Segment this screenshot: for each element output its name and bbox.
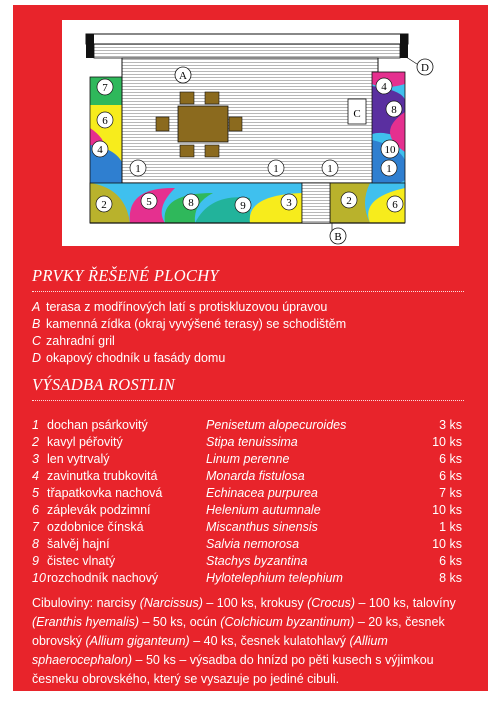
bulbs-text: – 20 ks, česnek obrovský [32,615,445,648]
plant-label-1-c [322,160,338,176]
plant-czech-name: ozdobnice čínská [47,520,144,534]
drip-path [94,44,400,58]
plant-row [32,485,462,502]
plant-number: 9 [32,554,39,568]
svg-text:2: 2 [101,199,107,211]
divider [32,291,464,292]
plant-label-7 [97,79,113,95]
plant-number: 7 [32,520,39,534]
plant-label-4-left [92,141,108,157]
svg-text:A: A [179,70,187,82]
plant-czech-name: čistec vlnatý [47,554,116,568]
bulbs-text: – 50 ks, ocún [138,615,221,629]
plant-quantity: 8 ks [439,571,462,585]
plant-quantity: 6 ks [439,469,462,483]
bulbs-text: Cibuloviny: narcisy [32,596,140,610]
svg-text:10: 10 [384,144,396,156]
garden-plan [62,20,459,246]
legend-item-d [32,350,225,367]
plant-number: 5 [32,486,39,500]
bulbs-latin: (Allium giganteum) [85,634,190,648]
plant-label-4-right [376,78,392,94]
plant-label-3 [281,194,297,210]
plant-label-1-a [130,160,146,176]
section-title-planting: VÝSADBA ROSTLIN [32,375,176,394]
legend-text: terasa z modřínových latí s protiskluzovou úpravou [46,300,328,314]
plant-quantity: 10 ks [432,435,462,449]
bulbs-latin: (Allium sphaerocephalon) [32,634,388,667]
plant-number: 3 [32,452,39,466]
bulbs-latin: (Eranthis hyemalis) [32,615,139,629]
bulbs-text: – 100 ks, krokusy [202,596,308,610]
plant-czech-name: šalvěj hajní [47,537,110,551]
plant-czech-name: dochan psárkovitý [47,418,148,432]
plant-latin-name: Salvia nemorosa [206,537,300,551]
legend-key: A [32,300,41,314]
plant-label-10 [381,140,399,158]
plant-label-1-d [381,160,397,176]
leader-line-d [400,53,420,66]
plant-label-5 [141,193,157,209]
bulbs-text: – 40 ks, česnek kulatohlavý [189,634,350,648]
legend-item-b [32,316,346,333]
svg-text:B: B [334,231,342,243]
marker-b [330,228,346,244]
marker-d [417,59,433,75]
plant-label-9 [235,197,251,213]
svg-text:4: 4 [381,81,387,93]
svg-text:1: 1 [327,163,333,175]
plant-quantity: 1 ks [439,520,462,534]
plant-number: 2 [32,435,39,449]
svg-text:6: 6 [102,115,108,127]
plant-row [32,553,462,570]
plant-czech-name: kavyl péřovitý [47,435,123,449]
plant-number: 6 [32,503,39,517]
bulbs-latin: (Colchicum byzantinum) [220,615,355,629]
plant-czech-name: záplevák podzimní [47,503,151,517]
plant-row [32,434,462,451]
section-title-elements: PRVKY ŘEŠENÉ PLOCHY [32,266,219,285]
marker-a [175,67,191,83]
legend-key: C [32,334,42,348]
plant-quantity: 10 ks [432,503,462,517]
svg-text:3: 3 [286,197,292,209]
plant-quantity: 7 ks [439,486,462,500]
bulbs-latin: (Narcissus) [139,596,203,610]
plant-label-8-right [386,101,402,117]
plant-row [32,519,462,536]
plant-row [32,417,462,434]
svg-text:7: 7 [102,82,108,94]
legend-text: zahradní gril [46,334,115,348]
svg-text:1: 1 [386,163,392,175]
plant-czech-name: len vytrvalý [47,452,110,466]
svg-text:4: 4 [97,144,103,156]
plant-label-2-left [96,196,112,212]
plant-quantity: 6 ks [439,452,462,466]
svg-text:9: 9 [240,200,246,212]
plant-latin-name: Hylotelephium telephium [206,571,343,585]
bulbs-text: – 100 ks, talovíny [355,596,456,610]
plant-quantity: 6 ks [439,554,462,568]
plant-row [32,536,462,553]
legend-text: okapový chodník u fasády domu [46,351,226,365]
svg-text:C: C [353,108,361,120]
divider [32,400,464,401]
plant-latin-name: Echinacea purpurea [206,486,318,500]
plant-latin-name: Stipa tenuissima [206,435,298,449]
legend-item-a [32,299,327,316]
plant-label-2-right [341,192,357,208]
plant-number: 1 [32,418,39,432]
plant-row [32,570,462,587]
plant-label-8-bottom [183,194,199,210]
svg-text:6: 6 [392,199,398,211]
marker-c [353,108,360,120]
bulbs-text: – 50 ks – výsadba do hnízd po pěti kusech s výjimkou česneku obrovského, který se vysazuje po jediné cibuli. [32,653,434,686]
bulbs-latin: (Crocus) [307,596,356,610]
svg-text:8: 8 [188,197,194,209]
svg-text:1: 1 [273,163,279,175]
svg-text:1: 1 [135,163,141,175]
plant-latin-name: Linum perenne [206,452,290,466]
plant-number: 4 [32,469,39,483]
svg-text:D: D [421,62,429,74]
plant-latin-name: Stachys byzantina [206,554,308,568]
plant-label-6-right [387,196,403,212]
legend-key: D [32,351,42,365]
plant-row [32,468,462,485]
svg-text:8: 8 [391,104,397,116]
plant-czech-name: rozchodník nachový [47,571,159,585]
bulbs-paragraph [32,594,466,689]
svg-text:2: 2 [346,195,352,207]
plant-latin-name: Monarda fistulosa [206,469,305,483]
plant-czech-name: zavinutka trubkovitá [47,469,158,483]
legend-item-c [32,333,115,350]
plant-label-1-b [268,160,284,176]
plant-latin-name: Penisetum alopecuroides [206,418,347,432]
plant-quantity: 10 ks [432,537,462,551]
legend-text: kamenná zídka (okraj vyvýšené terasy) se schodištěm [46,317,347,331]
legend-key: B [32,317,41,331]
plant-latin-name: Helenium autumnale [206,503,321,517]
plant-row [32,451,462,468]
plant-latin-name: Miscanthus sinensis [206,520,318,534]
plant-row [32,502,462,519]
plant-number: 10 [32,571,46,585]
plant-number: 8 [32,537,39,551]
plant-label-6-left [97,112,113,128]
svg-text:5: 5 [146,196,152,208]
plant-quantity: 3 ks [439,418,462,432]
plant-czech-name: třapatkovka nachová [47,486,163,500]
